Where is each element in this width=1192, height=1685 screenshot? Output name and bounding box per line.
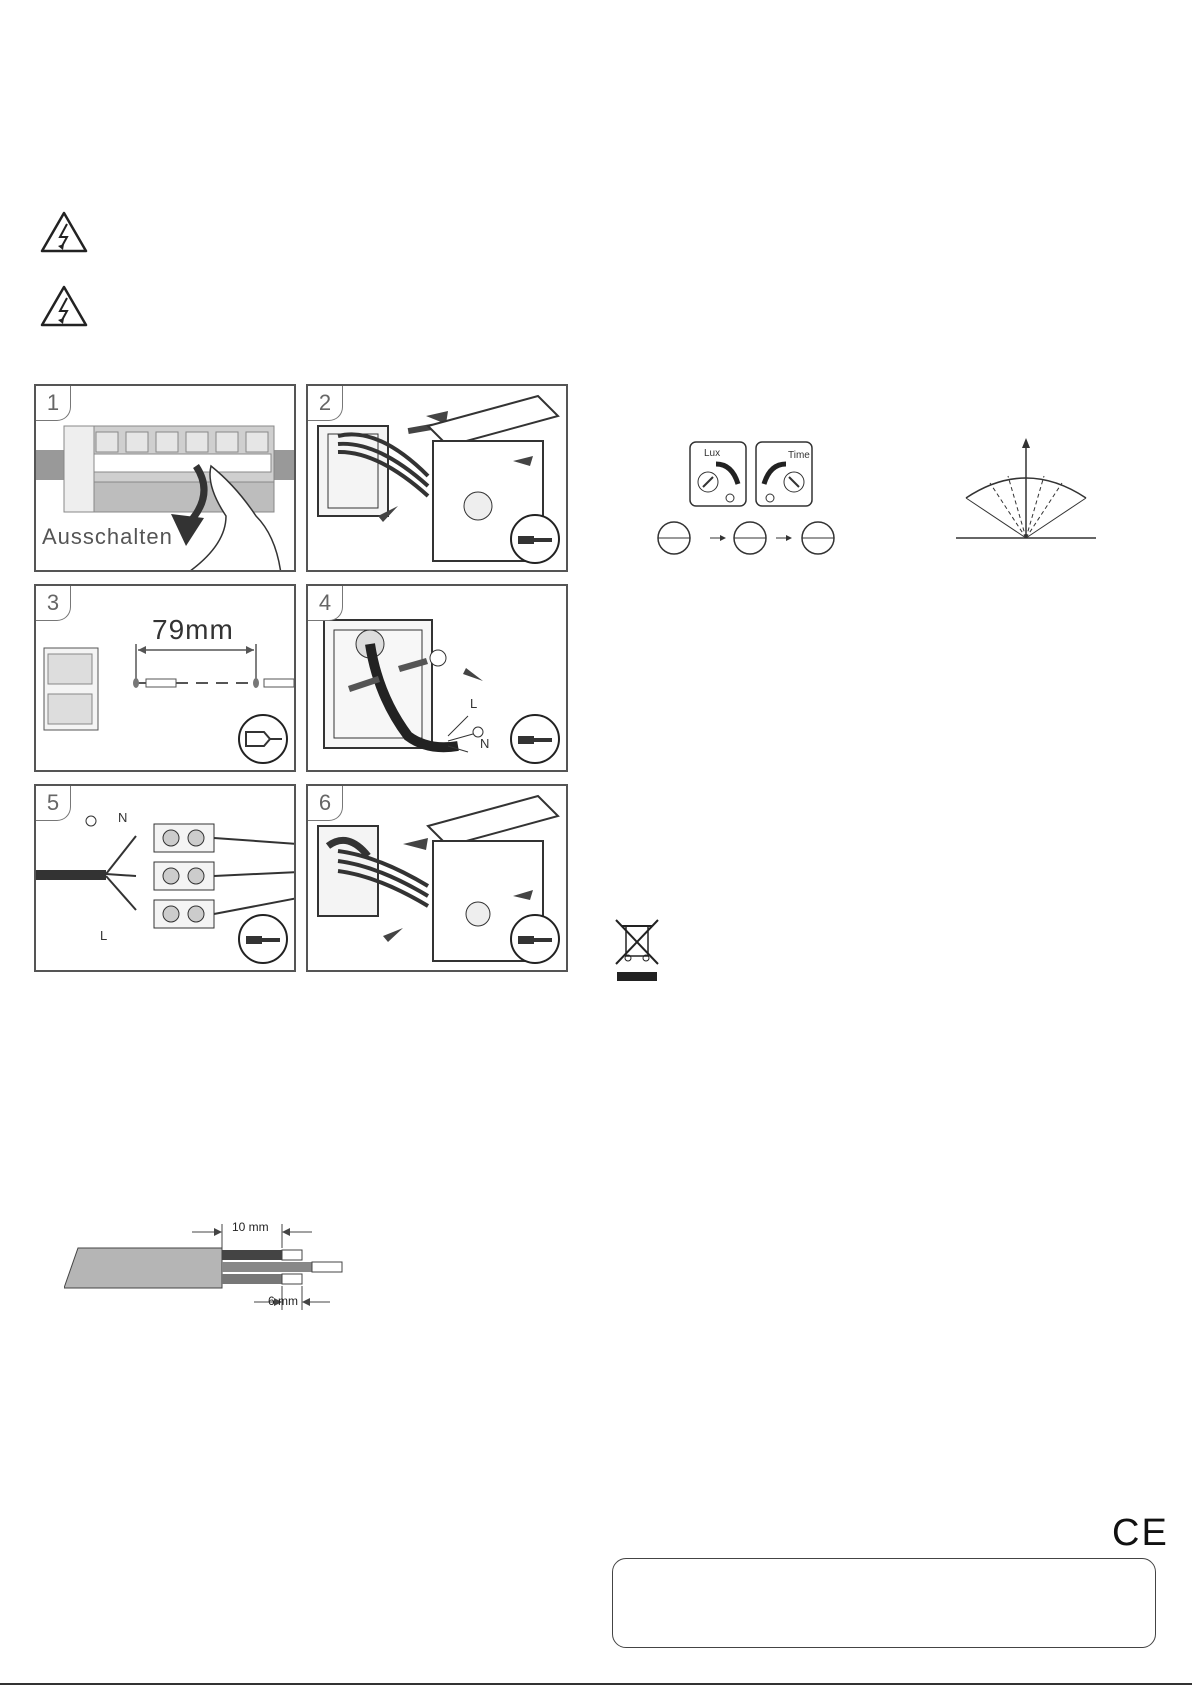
neutral-wire-label: N bbox=[118, 810, 128, 825]
panel-number: 1 bbox=[36, 386, 71, 421]
panel-1-switch-off bbox=[34, 384, 296, 572]
screwdriver-tool-icon bbox=[510, 514, 560, 564]
panel-number: 3 bbox=[36, 586, 71, 621]
drill-tool-icon bbox=[238, 714, 288, 764]
panel-5-wiring bbox=[34, 784, 296, 972]
panel-number: 6 bbox=[308, 786, 343, 821]
detection-range-diagram bbox=[956, 438, 1096, 542]
lux-label: Lux bbox=[704, 448, 721, 459]
panel-number: 5 bbox=[36, 786, 71, 821]
outer-strip-length: 10 mm bbox=[232, 1220, 269, 1234]
settings-diagram bbox=[650, 438, 840, 558]
switch-off-caption: Ausschalten bbox=[42, 524, 173, 549]
panel-3-drill-holes bbox=[34, 584, 296, 772]
panel-2-open-housing bbox=[306, 384, 568, 572]
cable-strip-diagram bbox=[64, 1220, 364, 1310]
inner-strip-length: 6 mm bbox=[268, 1294, 298, 1308]
notice-box bbox=[612, 1558, 1156, 1648]
distance-label: 79mm bbox=[152, 614, 234, 645]
screwdriver-tool-icon bbox=[510, 914, 560, 964]
screwdriver-tool-icon bbox=[238, 914, 288, 964]
panel-6-close-housing bbox=[306, 784, 568, 972]
live-wire-label: L bbox=[470, 696, 478, 711]
time-label: Time bbox=[788, 450, 810, 461]
ce-mark: CE bbox=[1112, 1512, 1169, 1554]
screwdriver-tool-icon bbox=[510, 714, 560, 764]
panel-4-mount-base bbox=[306, 584, 568, 772]
neutral-wire-label: N bbox=[480, 736, 490, 751]
crossed-bin-icon bbox=[612, 916, 662, 986]
panel-number: 2 bbox=[308, 386, 343, 421]
panel-number: 4 bbox=[308, 586, 343, 621]
live-wire-label: L bbox=[100, 928, 108, 943]
warning-icon-2 bbox=[40, 284, 88, 328]
warning-icon-1 bbox=[40, 210, 88, 254]
